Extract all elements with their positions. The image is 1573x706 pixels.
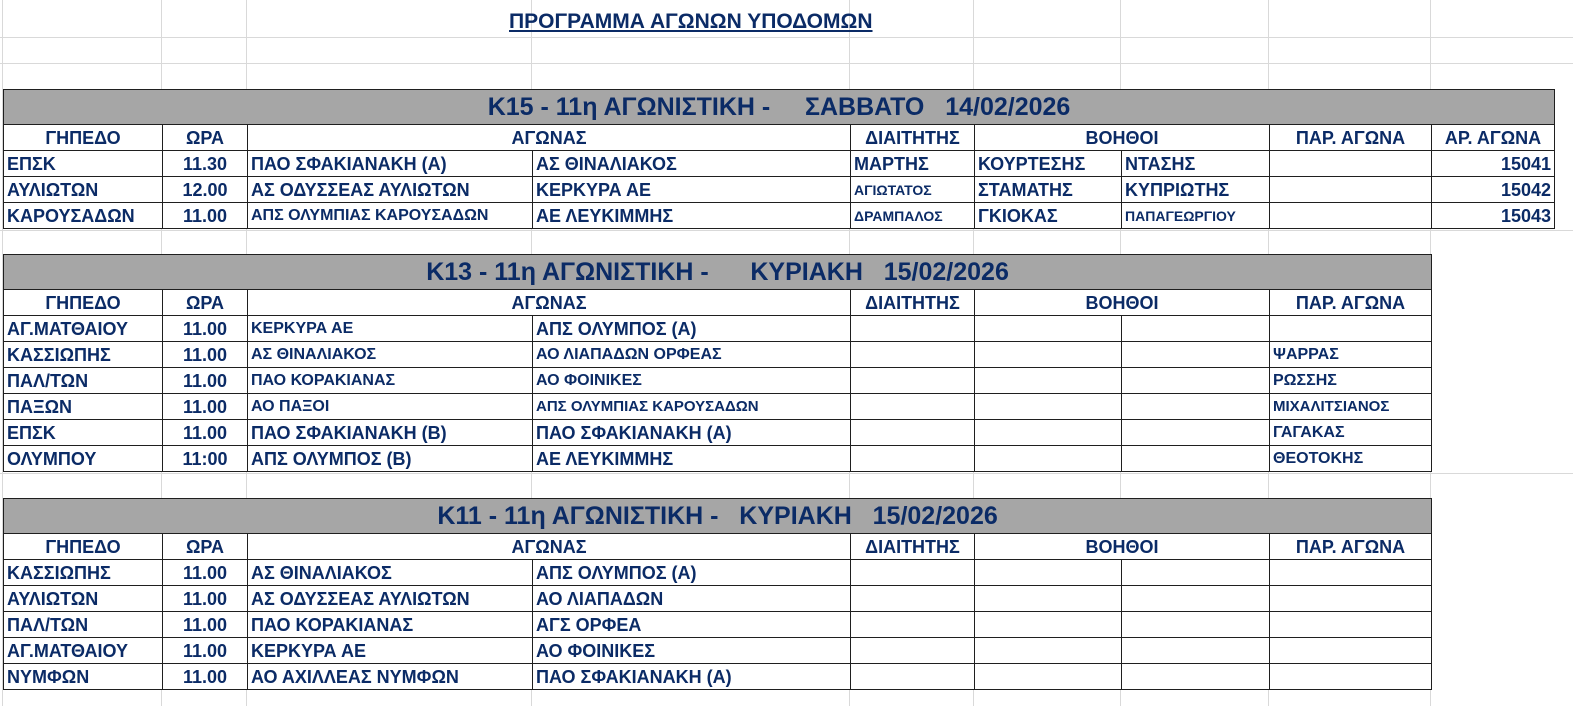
- cell-field[interactable]: ΝΥΜΦΩΝ: [4, 664, 163, 690]
- cell-referee[interactable]: [851, 342, 975, 368]
- cell-observer[interactable]: ΜΙΧΑΛΙΤΣΙΑΝΟΣ: [1270, 394, 1432, 420]
- cell-assistant-1[interactable]: [975, 664, 1122, 690]
- cell-assistant-1[interactable]: [975, 420, 1122, 446]
- header-field: ΓΗΠΕΔΟ: [4, 534, 163, 560]
- schedule-table-k11: [3, 498, 1432, 690]
- cell-field[interactable]: ΠΑΛ/ΤΩΝ: [4, 368, 163, 394]
- header-field: ΓΗΠΕΔΟ: [4, 290, 163, 316]
- table-row: [4, 446, 1432, 472]
- header-match: ΑΓΩΝΑΣ: [248, 534, 851, 560]
- cell-time[interactable]: 11.00: [163, 586, 248, 612]
- cell-observer[interactable]: [1270, 151, 1432, 177]
- cell-observer[interactable]: [1270, 586, 1432, 612]
- header-match: ΑΓΩΝΑΣ: [248, 125, 851, 151]
- cell-home-team[interactable]: ΑΣ ΘΙΝΑΛΙΑΚΟΣ: [248, 560, 533, 586]
- header-match-no: ΑΡ. ΑΓΩΝΑ: [1432, 125, 1555, 151]
- cell-assistant-2[interactable]: [1122, 638, 1270, 664]
- cell-referee[interactable]: [851, 316, 975, 342]
- cell-assistant-2[interactable]: [1122, 612, 1270, 638]
- cell-assistant-2[interactable]: [1122, 342, 1270, 368]
- cell-field[interactable]: ΑΓ.ΜΑΤΘΑΙΟΥ: [4, 638, 163, 664]
- cell-away-team[interactable]: ΑΓΣ ΟΡΦΕΑ: [533, 612, 851, 638]
- section-banner: [4, 90, 1555, 125]
- header-referee: ΔΙΑΙΤΗΤΗΣ: [851, 290, 975, 316]
- table-row: [4, 586, 1432, 612]
- cell-assistant-1[interactable]: [975, 612, 1122, 638]
- cell-match-no[interactable]: 15041: [1432, 151, 1555, 177]
- cell-field[interactable]: ΠΑΛ/ΤΩΝ: [4, 612, 163, 638]
- cell-assistant-1[interactable]: [975, 638, 1122, 664]
- cell-away-team[interactable]: ΑΠΣ ΟΛΥΜΠΟΣ (Α): [533, 316, 851, 342]
- cell-referee[interactable]: [851, 560, 975, 586]
- page-title: ΠΡΟΓΡΑΜΜΑ ΑΓΩΝΩΝ ΥΠΟΔΟΜΩΝ: [509, 10, 873, 33]
- cell-away-team[interactable]: ΑΣ ΘΙΝΑΛΙΑΚΟΣ: [533, 151, 851, 177]
- section-banner-text: K13 - 11η ΑΓΩΝΙΣΤΙΚΗ - ΚΥΡΙΑΚΗ 15/02/2026: [426, 258, 1009, 286]
- cell-assistant-2[interactable]: [1122, 560, 1270, 586]
- header-assistants: ΒΟΗΘΟΙ: [975, 125, 1270, 151]
- cell-field[interactable]: ΚΑΣΣΙΩΠΗΣ: [4, 342, 163, 368]
- cell-assistant-1[interactable]: [975, 342, 1122, 368]
- section-banner: [4, 255, 1432, 290]
- cell-referee[interactable]: [851, 586, 975, 612]
- cell-assistant-2[interactable]: ΚΥΠΡΙΩΤΗΣ: [1122, 177, 1270, 203]
- cell-assistant-1[interactable]: [975, 394, 1122, 420]
- cell-assistant-2[interactable]: ΝΤΑΣΗΣ: [1122, 151, 1270, 177]
- cell-home-team[interactable]: ΑΣ ΟΔΥΣΣΕΑΣ ΑΥΛΙΩΤΩΝ: [248, 586, 533, 612]
- cell-assistant-1[interactable]: [975, 316, 1122, 342]
- cell-assistant-2[interactable]: [1122, 664, 1270, 690]
- header-time: ΩΡΑ: [163, 125, 248, 151]
- table-row: [4, 664, 1432, 690]
- header-row: [4, 534, 1432, 560]
- table-row: [4, 316, 1432, 342]
- cell-home-team[interactable]: ΠΑΟ ΣΦΑΚΙΑΝΑΚΗ (Β): [248, 420, 533, 446]
- table-row: [4, 203, 1555, 229]
- cell-assistant-1[interactable]: [975, 586, 1122, 612]
- cell-time[interactable]: 11.00: [163, 394, 248, 420]
- cell-assistant-2[interactable]: [1122, 420, 1270, 446]
- cell-referee[interactable]: ΑΓΙΩΤΑΤΟΣ: [851, 177, 975, 203]
- header-match: ΑΓΩΝΑΣ: [248, 290, 851, 316]
- cell-home-team[interactable]: ΑΣ ΟΔΥΣΣΕΑΣ ΑΥΛΙΩΤΩΝ: [248, 177, 533, 203]
- cell-away-team[interactable]: ΚΕΡΚΥΡΑ ΑΕ: [533, 177, 851, 203]
- cell-field[interactable]: ΑΥΛΙΩΤΩΝ: [4, 177, 163, 203]
- cell-observer[interactable]: [1270, 664, 1432, 690]
- cell-away-team[interactable]: ΑΟ ΛΙΑΠΑΔΩΝ ΟΡΦΕΑΣ: [533, 342, 851, 368]
- cell-away-team[interactable]: ΑΟ ΦΟΙΝΙΚΕΣ: [533, 638, 851, 664]
- cell-time[interactable]: 11.00: [163, 203, 248, 229]
- cell-away-team[interactable]: ΠΑΟ ΣΦΑΚΙΑΝΑΚΗ (Α): [533, 664, 851, 690]
- cell-referee[interactable]: [851, 368, 975, 394]
- cell-assistant-2[interactable]: [1122, 394, 1270, 420]
- cell-referee[interactable]: ΜΑΡΤΗΣ: [851, 151, 975, 177]
- cell-field[interactable]: ΑΥΛΙΩΤΩΝ: [4, 586, 163, 612]
- cell-referee[interactable]: [851, 638, 975, 664]
- cell-time[interactable]: 11:00: [163, 446, 248, 472]
- cell-observer[interactable]: [1270, 203, 1432, 229]
- cell-away-team[interactable]: ΑΕ ΛΕΥΚΙΜΜΗΣ: [533, 203, 851, 229]
- schedule-table-k15: [3, 89, 1555, 229]
- cell-referee[interactable]: [851, 446, 975, 472]
- cell-home-team[interactable]: ΠΑΟ ΚΟΡΑΚΙΑΝΑΣ: [248, 368, 533, 394]
- header-observer: ΠΑΡ. ΑΓΩΝΑ: [1270, 534, 1432, 560]
- cell-home-team[interactable]: ΚΕΡΚΥΡΑ ΑΕ: [248, 316, 533, 342]
- cell-referee[interactable]: [851, 664, 975, 690]
- cell-referee[interactable]: [851, 394, 975, 420]
- cell-referee[interactable]: ΔΡΑΜΠΑΛΟΣ: [851, 203, 975, 229]
- cell-observer[interactable]: [1270, 316, 1432, 342]
- cell-away-team[interactable]: ΠΑΟ ΣΦΑΚΙΑΝΑΚΗ (Α): [533, 420, 851, 446]
- table-row: [4, 368, 1432, 394]
- header-assistants: ΒΟΗΘΟΙ: [975, 534, 1270, 560]
- section-banner: [4, 499, 1432, 534]
- table-row: [4, 151, 1555, 177]
- header-referee: ΔΙΑΙΤΗΤΗΣ: [851, 534, 975, 560]
- header-referee: ΔΙΑΙΤΗΤΗΣ: [851, 125, 975, 151]
- cell-field[interactable]: ΕΠΣΚ: [4, 151, 163, 177]
- cell-assistant-1[interactable]: [975, 368, 1122, 394]
- cell-time[interactable]: 11.00: [163, 664, 248, 690]
- cell-time[interactable]: 11.00: [163, 638, 248, 664]
- cell-assistant-2[interactable]: [1122, 586, 1270, 612]
- table-row: [4, 560, 1432, 586]
- cell-assistant-1[interactable]: [975, 446, 1122, 472]
- cell-observer[interactable]: ΡΩΣΣΗΣ: [1270, 368, 1432, 394]
- cell-match-no[interactable]: 15043: [1432, 203, 1555, 229]
- section-banner-text: K15 - 11η ΑΓΩΝΙΣΤΙΚΗ - ΣΑΒΒΑΤΟ 14/02/2026: [487, 93, 1071, 121]
- cell-field[interactable]: ΚΑΣΣΙΩΠΗΣ: [4, 560, 163, 586]
- table-row: [4, 177, 1555, 203]
- cell-field[interactable]: ΚΑΡΟΥΣΑΔΩΝ: [4, 203, 163, 229]
- cell-home-team[interactable]: ΑΣ ΘΙΝΑΛΙΑΚΟΣ: [248, 342, 533, 368]
- header-row: [4, 125, 1555, 151]
- cell-time[interactable]: 11.00: [163, 420, 248, 446]
- cell-field[interactable]: ΠΑΞΩΝ: [4, 394, 163, 420]
- cell-assistant-2[interactable]: ΠΑΠΑΓΕΩΡΓΙΟΥ: [1122, 203, 1270, 229]
- cell-home-team[interactable]: ΠΑΟ ΚΟΡΑΚΙΑΝΑΣ: [248, 612, 533, 638]
- cell-assistant-1[interactable]: ΓΚΙΟΚΑΣ: [975, 203, 1122, 229]
- cell-time[interactable]: 11.00: [163, 368, 248, 394]
- section-banner-text: K11 - 11η ΑΓΩΝΙΣΤΙΚΗ - ΚΥΡΙΑΚΗ 15/02/2026: [437, 502, 998, 530]
- cell-time[interactable]: 11.30: [163, 151, 248, 177]
- header-observer: ΠΑΡ. ΑΓΩΝΑ: [1270, 125, 1432, 151]
- cell-assistant-1[interactable]: [975, 560, 1122, 586]
- cell-field[interactable]: ΕΠΣΚ: [4, 420, 163, 446]
- cell-time[interactable]: 11.00: [163, 342, 248, 368]
- cell-home-team[interactable]: ΑΟ ΑΧΙΛΛΕΑΣ ΝΥΜΦΩΝ: [248, 664, 533, 690]
- header-row: [4, 290, 1432, 316]
- table-row: [4, 342, 1432, 368]
- cell-away-team[interactable]: ΑΠΣ ΟΛΥΜΠΟΣ (Α): [533, 560, 851, 586]
- cell-assistant-2[interactable]: [1122, 316, 1270, 342]
- cell-observer[interactable]: [1270, 177, 1432, 203]
- cell-home-team[interactable]: ΚΕΡΚΥΡΑ ΑΕ: [248, 638, 533, 664]
- header-observer: ΠΑΡ. ΑΓΩΝΑ: [1270, 290, 1432, 316]
- cell-assistant-2[interactable]: [1122, 446, 1270, 472]
- header-field: ΓΗΠΕΔΟ: [4, 125, 163, 151]
- cell-assistant-1[interactable]: ΚΟΥΡΤΕΣΗΣ: [975, 151, 1122, 177]
- cell-home-team[interactable]: ΑΟ ΠΑΞΟΙ: [248, 394, 533, 420]
- header-assistants: ΒΟΗΘΟΙ: [975, 290, 1270, 316]
- table-row: [4, 638, 1432, 664]
- cell-time[interactable]: 11.00: [163, 560, 248, 586]
- cell-home-team[interactable]: ΑΠΣ ΟΛΥΜΠΙΑΣ ΚΑΡΟΥΣΑΔΩΝ: [248, 203, 533, 229]
- table-row: [4, 612, 1432, 638]
- cell-observer[interactable]: [1270, 638, 1432, 664]
- cell-away-team[interactable]: ΑΕ ΛΕΥΚΙΜΜΗΣ: [533, 446, 851, 472]
- header-time: ΩΡΑ: [163, 290, 248, 316]
- cell-assistant-2[interactable]: [1122, 368, 1270, 394]
- cell-away-team[interactable]: ΑΠΣ ΟΛΥΜΠΙΑΣ ΚΑΡΟΥΣΑΔΩΝ: [533, 394, 851, 420]
- cell-home-team[interactable]: ΑΠΣ ΟΛΥΜΠΟΣ (Β): [248, 446, 533, 472]
- header-time: ΩΡΑ: [163, 534, 248, 560]
- table-row: [4, 394, 1432, 420]
- cell-field[interactable]: ΟΛΥΜΠΟΥ: [4, 446, 163, 472]
- cell-observer[interactable]: ΘΕΟΤΟΚΗΣ: [1270, 446, 1432, 472]
- cell-observer[interactable]: ΓΑΓΑΚΑΣ: [1270, 420, 1432, 446]
- cell-time[interactable]: 12.00: [163, 177, 248, 203]
- cell-field[interactable]: ΑΓ.ΜΑΤΘΑΙΟΥ: [4, 316, 163, 342]
- cell-time[interactable]: 11.00: [163, 612, 248, 638]
- cell-match-no[interactable]: 15042: [1432, 177, 1555, 203]
- table-row: [4, 420, 1432, 446]
- schedule-table-k13: [3, 254, 1432, 472]
- cell-observer[interactable]: ΨΑΡΡΑΣ: [1270, 342, 1432, 368]
- cell-referee[interactable]: [851, 420, 975, 446]
- cell-home-team[interactable]: ΠΑΟ ΣΦΑΚΙΑΝΑΚΗ (Α): [248, 151, 533, 177]
- cell-referee[interactable]: [851, 612, 975, 638]
- cell-away-team[interactable]: ΑΟ ΛΙΑΠΑΔΩΝ: [533, 586, 851, 612]
- cell-away-team[interactable]: ΑΟ ΦΟΙΝΙΚΕΣ: [533, 368, 851, 394]
- cell-observer[interactable]: [1270, 612, 1432, 638]
- cell-observer[interactable]: [1270, 560, 1432, 586]
- cell-assistant-1[interactable]: ΣΤΑΜΑΤΗΣ: [975, 177, 1122, 203]
- cell-time[interactable]: 11.00: [163, 316, 248, 342]
